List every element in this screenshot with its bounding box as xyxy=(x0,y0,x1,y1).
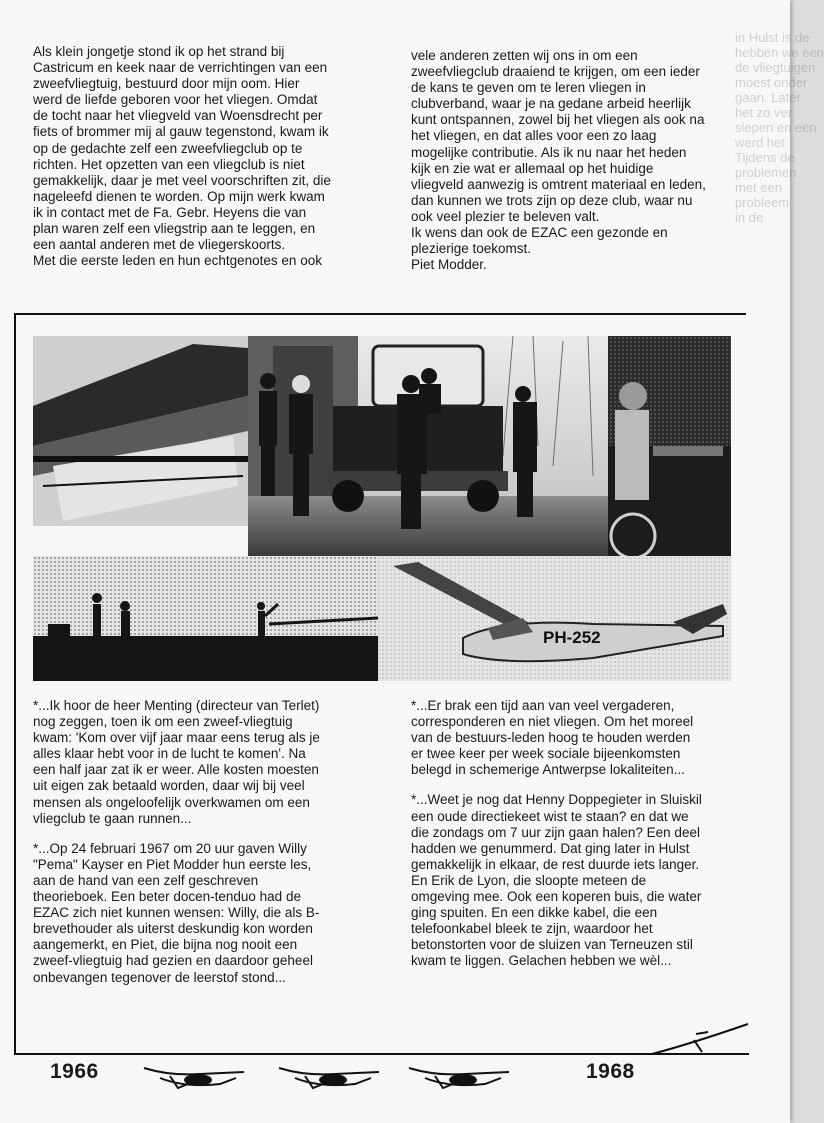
text-line: een oude directiekeet wist te staan? en dat we xyxy=(411,808,689,824)
frame-border-top xyxy=(14,313,746,315)
text-line: *...Weet je nog dat Henny Doppegieter in Sluiskil xyxy=(411,792,702,808)
text-line: fiets of brommer mij al gauw tegenstond, kwam ik xyxy=(33,124,329,140)
glider-icon xyxy=(275,1054,387,1096)
text-line: Piet Modder. xyxy=(411,257,487,273)
text-line: telefoonkabel bleek te zijn, waardoor het xyxy=(411,921,653,937)
paragraph-gap xyxy=(411,778,731,792)
bleed-through-text: in Hulst is de hebben we een de vliegtuigen moest onder gaan. Later het zo ver slepen en een werd het Tijdens de problemen met een probleem in de xyxy=(735,30,824,225)
intro-text-left xyxy=(33,44,358,269)
anecdote-paragraph xyxy=(33,698,363,827)
text-line: vele anderen zetten wij ons in om een xyxy=(411,48,638,63)
text-line: een aantal anderen met de vliegerskoorts. xyxy=(33,237,286,253)
text-line: vliegclub te gaan runnen... xyxy=(33,810,192,826)
text-line: plezierige toekomst. xyxy=(411,241,532,257)
glider-icon xyxy=(405,1054,517,1096)
text-line: een half jaar zat ik er weer. Alle kosten moesten xyxy=(33,762,319,778)
text-line: zweef-vliegtuig had gezien en daardoor geheel xyxy=(33,953,313,969)
text-line: vliegveld aanwezig is omtrent materiaal en leden, xyxy=(411,176,706,192)
text-line: kwam: 'Kom over vijf jaar maar eens terug als je xyxy=(33,730,320,746)
glider-icon xyxy=(140,1054,252,1096)
text-line: EZAC zich niet kunnen wensen: Willy, die als B- xyxy=(33,905,320,921)
frame-border-left xyxy=(14,313,16,1055)
text-line: *...Op 24 februari 1967 om 20 uur gaven Willy xyxy=(33,840,307,856)
text-line: *...Er brak een tijd aan van veel vergaderen, xyxy=(411,698,675,713)
anecdote-paragraph xyxy=(33,841,363,986)
text-line: hadden we genummerd. Dat ging later in Hulst xyxy=(411,840,690,856)
text-line: kunt ontspannen, zowel bij het vliegen als ook na xyxy=(411,112,705,128)
paragraph-gap xyxy=(33,827,363,841)
text-line: gemakkelijk in elkaar, de rest duurde iets langer. xyxy=(411,856,700,872)
text-line: aan de hand van een zelf geschreven xyxy=(33,872,259,888)
text-line: Als klein jongetje stond ik op het strand bij xyxy=(33,44,285,59)
anecdotes-right xyxy=(411,698,731,970)
text-line: theorieboek. Een beter docen-tenduo had de xyxy=(33,889,301,905)
workshop-photo xyxy=(608,336,731,558)
text-line: Castricum en keek naar de verrichtingen van een xyxy=(33,60,328,76)
text-line: het vliegen, en dat alles voor een zo laag xyxy=(411,128,657,144)
text-line: aangemerkt, en Piet, die bijna nog nooit een xyxy=(33,937,298,953)
hangar-photo xyxy=(33,336,248,526)
anecdote-paragraph xyxy=(411,698,731,778)
text-line: ging spuiten. En een dikke kabel, die een xyxy=(411,905,658,921)
text-line: clubverband, waar je na gedane arbeid heerlijk xyxy=(411,96,691,112)
anecdotes-left xyxy=(33,698,363,986)
text-line: op de gedachte zelf een zweefvliegclub op te xyxy=(33,140,303,156)
text-line: uit eigen zak betaald worden, daar wij bij veel xyxy=(33,778,305,794)
text-line: werd de liefde geboren voor het vliegen. Omdat xyxy=(33,92,318,108)
text-line: van de bestuurs-leden hoog te houden werden xyxy=(411,730,691,746)
text-line: corresponderen en niet vliegen. Om het moreel xyxy=(411,714,694,730)
text-line: belegd in schemerige Antwerpse lokaliteiten... xyxy=(411,762,685,778)
text-line: kijk en zie wat er allemaal op het huidige xyxy=(411,160,654,176)
text-line: zweefvliegclub draaiend te krijgen, om een ieder xyxy=(411,64,700,80)
glider-photo xyxy=(378,556,731,681)
text-line: Ik wens dan ook de EZAC een gezonde en xyxy=(411,225,668,241)
text-line: dan kunnen we trots zijn op deze club, waar nu xyxy=(411,192,693,208)
timeline-year-end: 1968 xyxy=(586,1060,635,1083)
text-line: gemakkelijk, daar je met veel voorschriften zit, die xyxy=(33,172,331,188)
text-line: de kans te geven om te leren vliegen in xyxy=(411,80,646,96)
text-line: *...Ik hoor de heer Menting (directeur van Terlet) xyxy=(33,698,320,713)
timeline-year-start: 1966 xyxy=(50,1060,99,1083)
text-line: onbevangen tegenover de leerstof stond... xyxy=(33,969,286,985)
text-line: betonstorten voor de sluizen van Terneuzen stil xyxy=(411,937,693,953)
anecdote-paragraph xyxy=(411,792,731,969)
text-line: kwam te liggen. Gelachen hebben we wèl... xyxy=(411,953,672,969)
glider-registration: PH-252 xyxy=(543,628,601,647)
text-line: plan waren zelf een vliegstrip aan te leggen, en xyxy=(33,221,316,237)
photo-collage xyxy=(33,336,731,681)
text-line: er twee keer per week sociale bijeenkomsten xyxy=(411,746,681,762)
text-line: ik in contact met de Fa. Gebr. Heyens die van xyxy=(33,204,307,220)
text-line: ook veel plezier te beleven valt. xyxy=(411,208,600,224)
text-line: mogelijke contributie. Als ik nu naar het heden xyxy=(411,144,687,160)
intro-text-right xyxy=(411,48,727,273)
text-line: nageleefd dienen te worden. Op mijn werk kwam xyxy=(33,188,325,204)
text-line: die zondags om 7 uur zijn gaan halen? Een deel xyxy=(411,824,700,840)
text-line: nog zeggen, toen ik om een zweef-vliegtuig xyxy=(33,714,293,730)
text-line: En Erik de Lyon, die sloopte meteen de xyxy=(411,872,647,888)
group-with-car-photo xyxy=(248,336,608,556)
text-line: mensen als ongeloofelijk overkwamen om een xyxy=(33,794,310,810)
text-line: omgeving mee. Ook een koperen buis, die water xyxy=(411,889,702,905)
text-line: richten. Het opzetten van een vliegclub is niet xyxy=(33,156,305,172)
text-line: Met die eerste leden en hun echtgenotes en ook xyxy=(33,253,322,269)
text-line: alles klaar hebt voor in de lucht te komen'. Na xyxy=(33,746,306,762)
text-line: de tocht naar het vliegveld van Woensdrecht per xyxy=(33,108,323,124)
text-line: zweefvliegtuig, bestuurd door mijn oom. Hier xyxy=(33,76,300,92)
text-line: brevethouder als uiterst deskundig kon worden xyxy=(33,921,313,937)
silhouette-photo xyxy=(33,556,378,681)
text-line: "Pema" Kayser en Piet Modder hun eerste les, xyxy=(33,856,312,872)
glider-tail-icon xyxy=(650,1018,750,1058)
